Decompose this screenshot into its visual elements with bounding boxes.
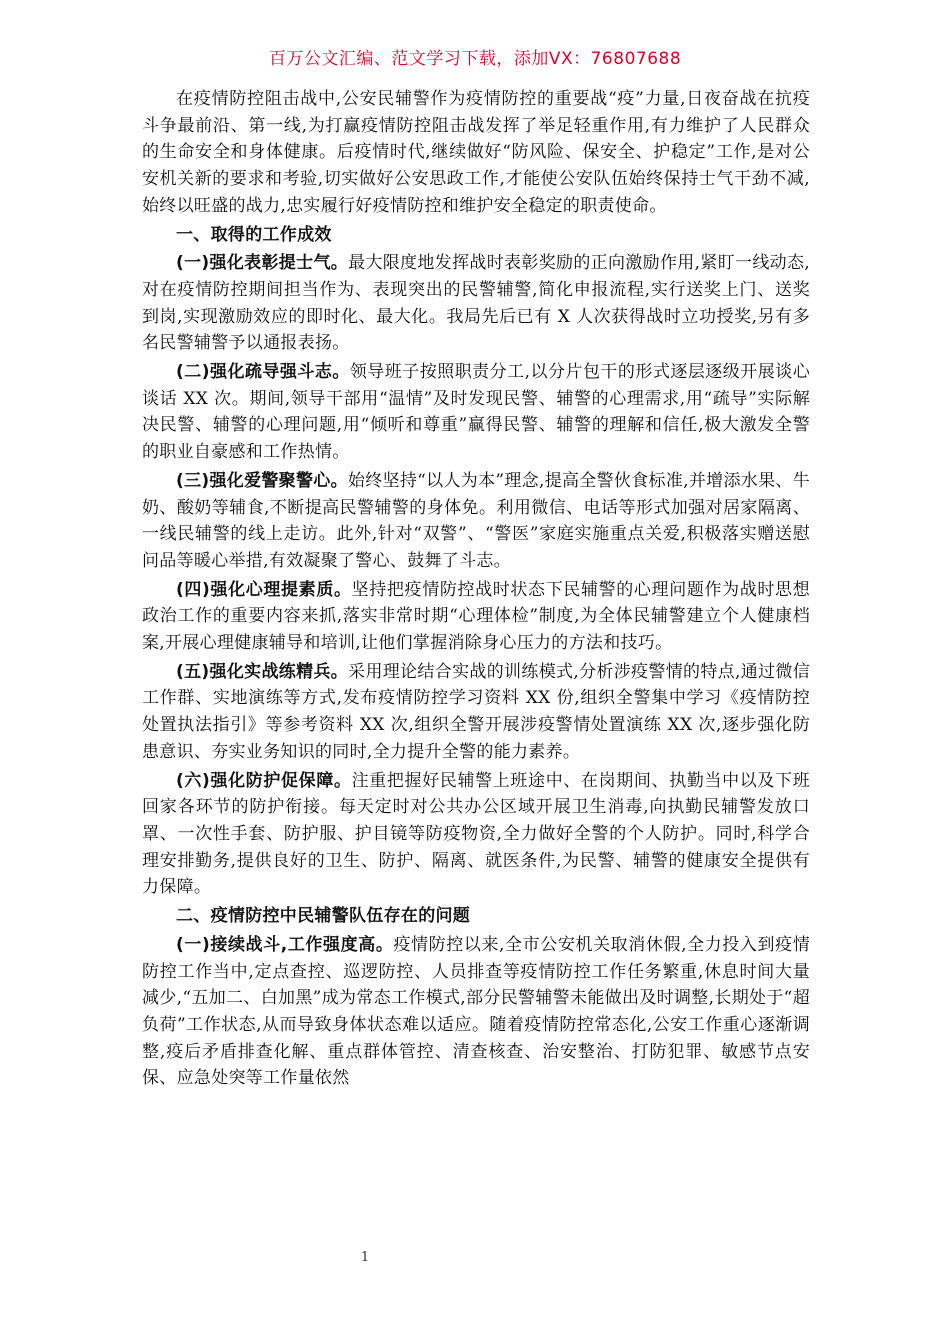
- paragraph-item-1-1: [142, 250, 810, 357]
- paragraph-item-1-6: [142, 768, 810, 902]
- section-heading-1: 一、取得的工作成效: [176, 224, 332, 245]
- item-lead: (一)强化表彰提士气。: [176, 253, 349, 274]
- paragraph-item-1-2: [142, 359, 810, 466]
- item-text: 领导班子按照职责分工,以分片包干的形式逐层逐级开展谈心谈话 XX 次。期间,领导干部用“温情”及时发现民警、辅警的心理需求,用“疏导”实际解决民警、辅警的心理问题,用“倾听和尊重”赢得民警、辅警的理解和信任,极大激发全警的职业自豪感和工作热情。: [142, 362, 810, 463]
- item-lead: (一)接续战斗,工作强度高。: [176, 934, 394, 955]
- intro-paragraph: 在疫情防控阻击战中,公安民辅警作为疫情防控的重要战“疫”力量,日夜奋战在抗疫斗争最前沿、第一线,为打赢疫情防控阻击战发挥了举足轻重作用,有力维护了人民群众的生命安全和身体健康。后疫情时代,继续做好“防风险、保安全、护稳定”工作,是对公安机关新的要求和考验,切实做好公安思政工作,才能使公安队伍始终保持士气干劲不减,始终以旺盛的战力,忠实履行好疫情防控和维护安全稳定的职责使命。: [142, 89, 810, 216]
- item-text: 坚持把疫情防控战时状态下民辅警的心理问题作为战时思想政治工作的重要内容来抓,落实非常时期“心理体检”制度,为全体民辅警建立个人健康档案,开展心理健康辅导和培训,让他们掌握消除身心压力的方法和技巧。: [142, 579, 810, 654]
- item-text: 注重把握好民辅警上班途中、在岗期间、执勤当中以及下班回家各环节的防护衔接。每天定时对公共办公区域开展卫生消毒,向执勤民辅警发放口罩、一次性手套、防护服、护目镜等防疫物资,全力做好全警的个人防护。同时,科学合理安排勤务,提供良好的卫生、防护、隔离、就医条件,为民警、辅警的健康安全提供有力保障。: [142, 770, 810, 898]
- item-text: 最大限度地发挥战时表彰奖励的正向激励作用,紧盯一线动态,对在疫情防控期间担当作为、表现突出的民警辅警,简化申报流程,实行送奖上门、送奖到岗,实现激励效应的即时化、最大化。我局先后已有 X 人次获得战时立功授奖,另有多名民警辅警予以通报表扬。: [142, 253, 810, 354]
- item-lead: (三)强化爱警聚警心。: [176, 470, 348, 491]
- section-heading-2: 二、疫情防控中民辅警队伍存在的问题: [176, 906, 471, 927]
- item-lead: (四)强化心理提素质。: [176, 579, 352, 600]
- item-text: 采用理论结合实战的训练模式,分析涉疫警情的特点,通过微信工作群、实地演练等方式,发布疫情防控学习资料 XX 份,组织全警集中学习《疫情防控处置执法指引》等参考资料 XX 次,组织全警开展涉疫警情处置演练 XX 次,逐步强化防患意识、夯实业务知识的同时,全力提升全警的能力素养。: [142, 661, 810, 762]
- item-lead: (五)强化实战练精兵。: [176, 661, 349, 682]
- paragraph-item-2-1: [142, 932, 810, 1092]
- paragraph-item-1-3: [142, 468, 810, 575]
- watermark-header: 百万公文汇编、范文学习下载，添加VX：76807688: [268, 49, 682, 69]
- document-body: [142, 86, 810, 1094]
- item-lead: (二)强化疏导强斗志。: [176, 362, 350, 383]
- item-text: 始终坚持“以人为本”理念,提高全警伙食标准,并增添水果、牛奶、酸奶等辅食,不断提高民警辅警的身体免。利用微信、电话等形式加强对居家隔离、一线民辅警的线上走访。此外,针对“双警”、“警医”家庭实施重点关爱,积极落实赠送慰问品等暖心举措,有效凝聚了警心、鼓舞了斗志。: [142, 470, 811, 571]
- paragraph-item-1-4: [142, 577, 810, 657]
- item-lead: (六)强化防护促保障。: [176, 770, 352, 791]
- page-number: 1: [360, 1250, 370, 1265]
- paragraph-item-1-5: [142, 659, 810, 766]
- item-text: 疫情防控以来,全市公安机关取消休假,全力投入到疫情防控工作当中,定点查控、巡逻防控、人员排查等疫情防控工作任务繁重,休息时间大量减少,“五加二、白加黑”成为常态工作模式,部分民警辅警未能做出及时调整,长期处于“超负荷”工作状态,从而导致身体状态难以适应。随着疫情防控常态化,公安工作重心逐渐调整,疫后矛盾排查化解、重点群体管控、清查核查、治安整治、打防犯罪、敏感节点安保、应急处突等工作量依然: [142, 934, 810, 1089]
